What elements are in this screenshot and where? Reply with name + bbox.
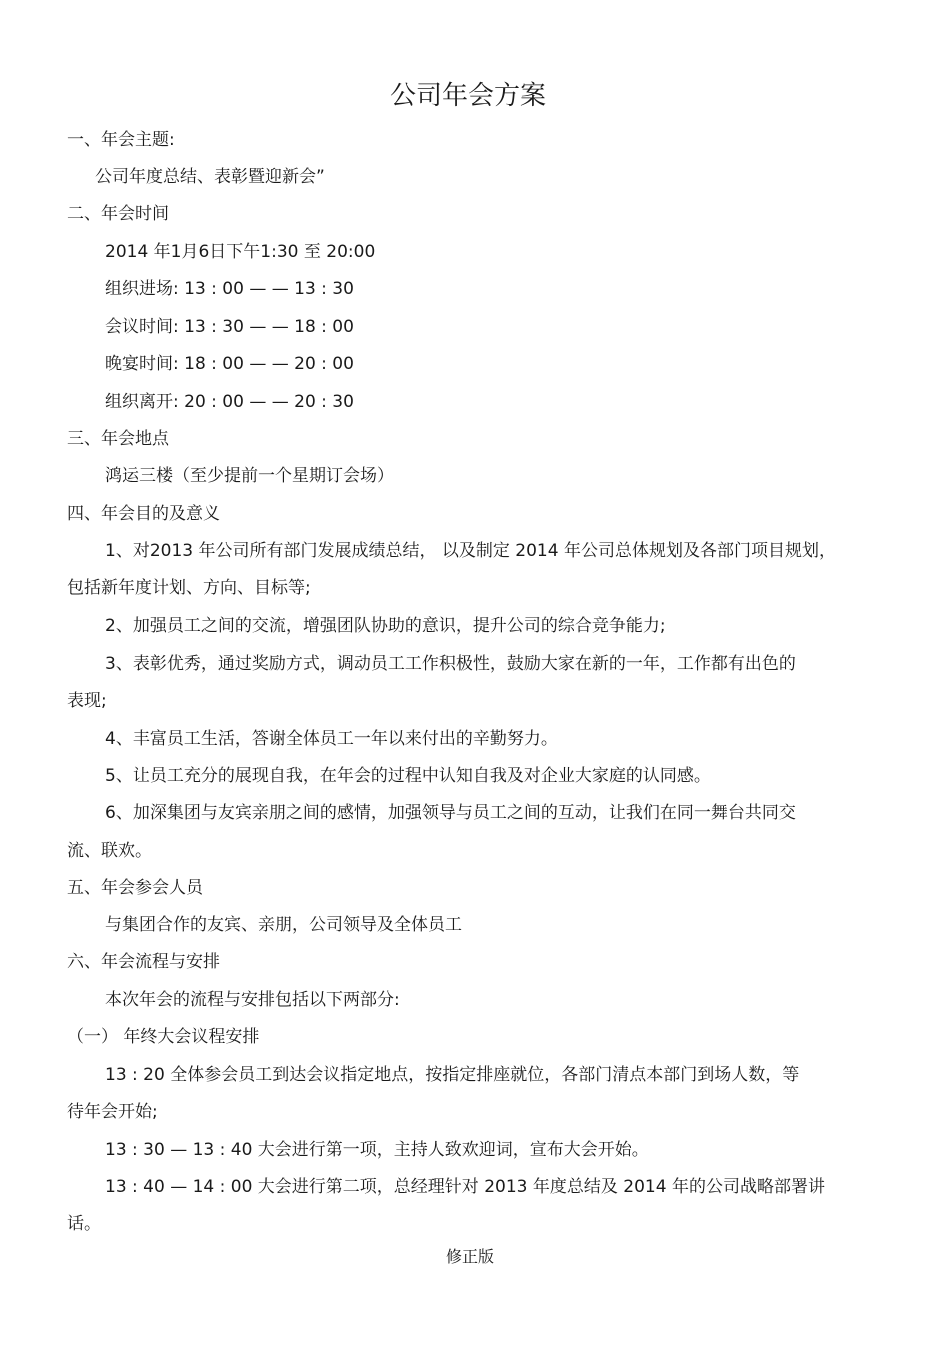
paragraph-line: 13 : 30 — 13 : 40 大会进行第一项，主持人致欢迎词，宣布大会开始。: [105, 1140, 649, 1160]
paragraph-line: 组织进场: 13 : 00 — — 13 : 30: [105, 279, 354, 299]
paragraph-line: 会议时间: 13 : 30 — — 18 : 00: [105, 317, 354, 337]
paragraph-line: 待年会开始;: [67, 1102, 158, 1122]
paragraph-line: 晚宴时间: 18 : 00 — — 20 : 00: [105, 354, 354, 374]
section-heading: 六、年会流程与安排: [67, 952, 220, 972]
section-heading: 一、年会主题:: [67, 130, 175, 150]
paragraph-line: 13 : 20 全体参会员工到达会议指定地点，按指定排座就位，各部门清点本部门到场人数，等: [105, 1065, 800, 1085]
paragraph-line: 表现;: [67, 691, 107, 711]
paragraph-line: 本次年会的流程与安排包括以下两部分:: [105, 990, 400, 1010]
subsection-heading: （一） 年终大会议程安排: [67, 1027, 260, 1047]
paragraph-line: 2014 年1月6日下午1:30 至 20:00: [105, 242, 376, 262]
paragraph-line: 3、表彰优秀，通过奖励方式，调动员工工作积极性，鼓励大家在新的一年，工作都有出色的: [105, 654, 796, 674]
paragraph-line: 组织离开: 20 : 00 — — 20 : 30: [105, 392, 354, 412]
paragraph-line: 5、让员工充分的展现自我，在年会的过程中认知自我及对企业大家庭的认同感。: [105, 766, 711, 786]
section-heading: 二、年会时间: [67, 204, 169, 224]
paragraph-line: 1、对2013 年公司所有部门发展成绩总结， 以及制定 2014 年公司总体规划及各部门项目规划，: [105, 541, 836, 561]
section-heading: 五、年会参会人员: [67, 878, 203, 898]
document-title: 公司年会方案: [390, 81, 547, 111]
paragraph-line: 6、加深集团与友宾亲朋之间的感情，加强领导与员工之间的互动，让我们在同一舞台共同交: [105, 803, 796, 823]
page-footer: 修正版: [446, 1247, 495, 1266]
section-heading: 三、年会地点: [67, 429, 169, 449]
paragraph-line: 鸿运三楼（至少提前一个星期订会场）: [105, 466, 394, 486]
paragraph-line: 13 : 40 — 14 : 00 大会进行第二项，总经理针对 2013 年度总结及 2014 年的公司战略部署讲: [105, 1177, 825, 1197]
section-heading: 四、年会目的及意义: [67, 504, 220, 524]
paragraph-line: 包括新年度计划、方向、目标等;: [67, 578, 311, 598]
paragraph-line: 与集团合作的友宾、亲朋，公司领导及全体员工: [105, 915, 462, 935]
paragraph-line: 流、联欢。: [67, 841, 152, 861]
paragraph-line: 4、丰富员工生活，答谢全体员工一年以来付出的辛勤努力。: [105, 729, 558, 749]
paragraph-line: 话。: [67, 1214, 101, 1234]
paragraph-line: 2、加强员工之间的交流，增强团队协助的意识，提升公司的综合竞争能力;: [105, 616, 666, 636]
paragraph-line: 公司年度总结、表彰暨迎新会”: [95, 167, 325, 187]
